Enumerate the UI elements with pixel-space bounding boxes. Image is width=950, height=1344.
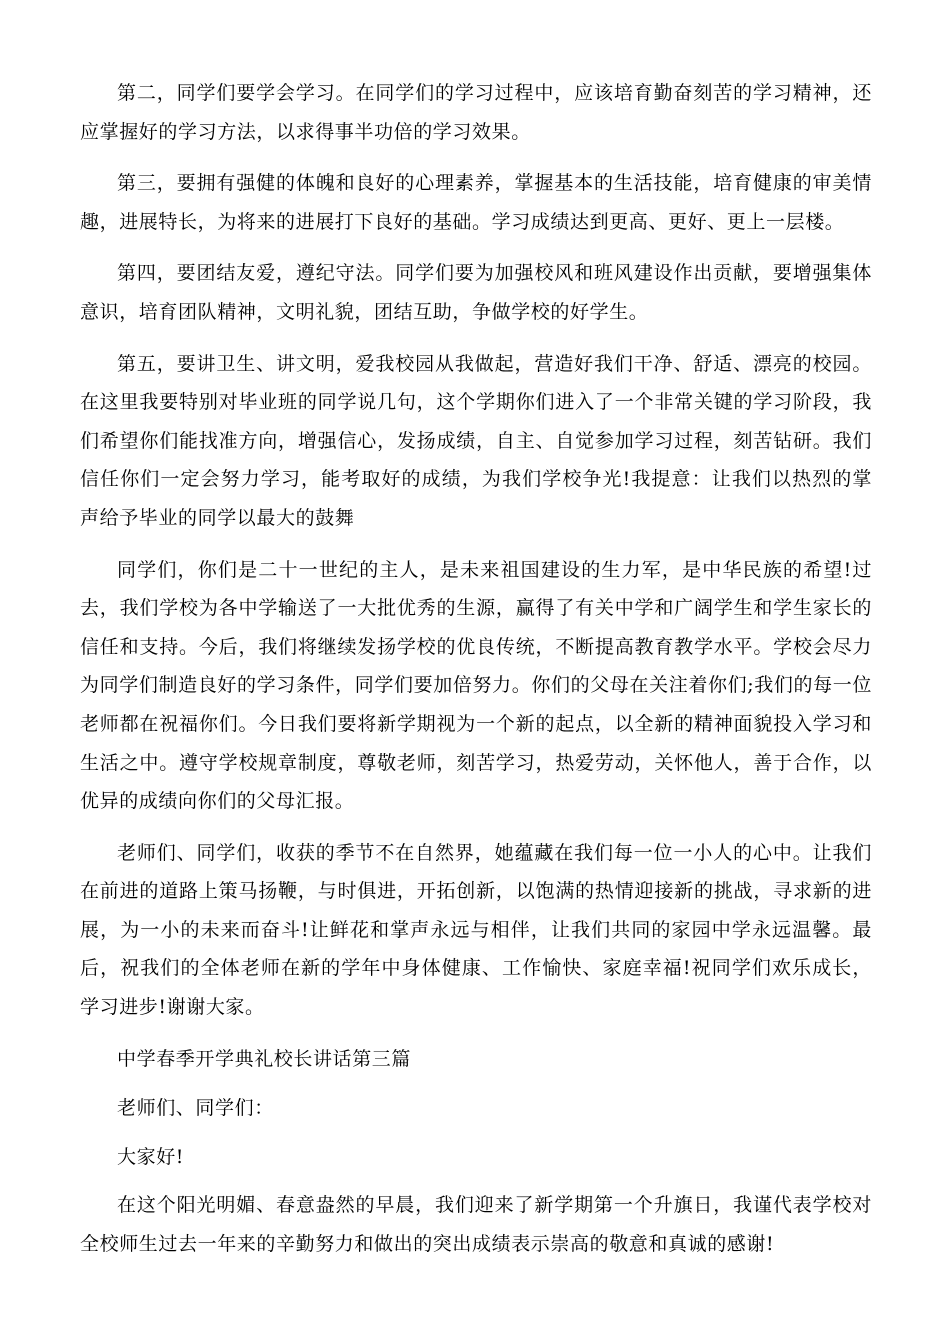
paragraph-closing-remarks: 老师们、同学们，收获的季节不在自然界，她蕴藏在我们每一位一小人的心中。让我们在前进的道路上策马扬鞭，与时俱进，开拓创新，以饱满的热情迎接新的挑战，寻求新的进展，为一小的未来而奋斗!让鲜花和掌声永远与相伴，让我们共同的家园中学永远温馨。最后，祝我们的全体老师在新的学年中身体健康、工作愉快、家庭幸福!祝同学们欢乐成长，学习进步!谢谢大家。 — [80, 841, 872, 1019]
paragraph-fifth-point: 第五，要讲卫生、讲文明，爱我校园从我做起，营造好我们干净、舒适、漂亮的校园。在这里我要特别对毕业班的同学说几句，这个学期你们进入了一个非常关键的学习阶段，我们希望你们能找准方向，增强信心，发扬成绩，自主、自觉参加学习过程，刻苦钻研。我们信任你们一定会努力学习，能考取好的成绩，为我们学校争光!我提意：让我们以热烈的掌声给予毕业的同学以最大的鼓舞 — [80, 352, 872, 529]
paragraph-students-future: 同学们，你们是二十一世纪的主人，是未来祖国建设的生力军，是中华民族的希望!过去，我们学校为各中学输送了一大批优秀的生源，赢得了有关中学和广阔学生和学生家长的信任和支持。今后，我们将继续发扬学校的优良传统，不断提高教育教学水平。学校会尽力为同学们制造良好的学习条件，同学们要加倍努力。你们的父母在关注着你们;我们的每一位老师都在祝福你们。今日我们要将新学期视为一个新的起点，以全新的精神面貌投入学习和生活之中。遵守学校规章制度，尊敬老师，刻苦学习，热爱劳动，关怀他人，善于合作，以优异的成绩向你们的父母汇报。 — [80, 558, 872, 813]
paragraph-opening-thanks: 在这个阳光明媚、春意盎然的早晨，我们迎来了新学期第一个升旗日，我谨代表学校对全校师生过去一年来的辛勤努力和做出的突出成绩表示崇高的敬意和真诚的感谢! — [80, 1194, 872, 1256]
section-title-third-speech: 中学春季开学典礼校长讲话第三篇 — [117, 1047, 412, 1070]
paragraph-second-point: 第二，同学们要学会学习。在同学们的学习过程中，应该培育勤奋刻苦的学习精神，还应掌握好的学习方法，以求得事半功倍的学习效果。 — [80, 82, 872, 143]
document-page — [80, 74, 872, 1264]
paragraph-fourth-point: 第四，要团结友爱，遵纪守法。同学们要为加强校风和班风建设作出贡献，要增强集体意识，培育团队精神，文明礼貌，团结互助，争做学校的好学生。 — [80, 262, 872, 323]
paragraph-third-point: 第三，要拥有强健的体魄和良好的心理素养，掌握基本的生活技能，培育健康的审美情趣，进展特长，为将来的进展打下良好的基础。学习成绩达到更高、更好、更上一层楼。 — [80, 172, 872, 233]
greeting-hello: 大家好! — [117, 1145, 185, 1168]
greeting-salutation: 老师们、同学们： — [117, 1097, 274, 1120]
